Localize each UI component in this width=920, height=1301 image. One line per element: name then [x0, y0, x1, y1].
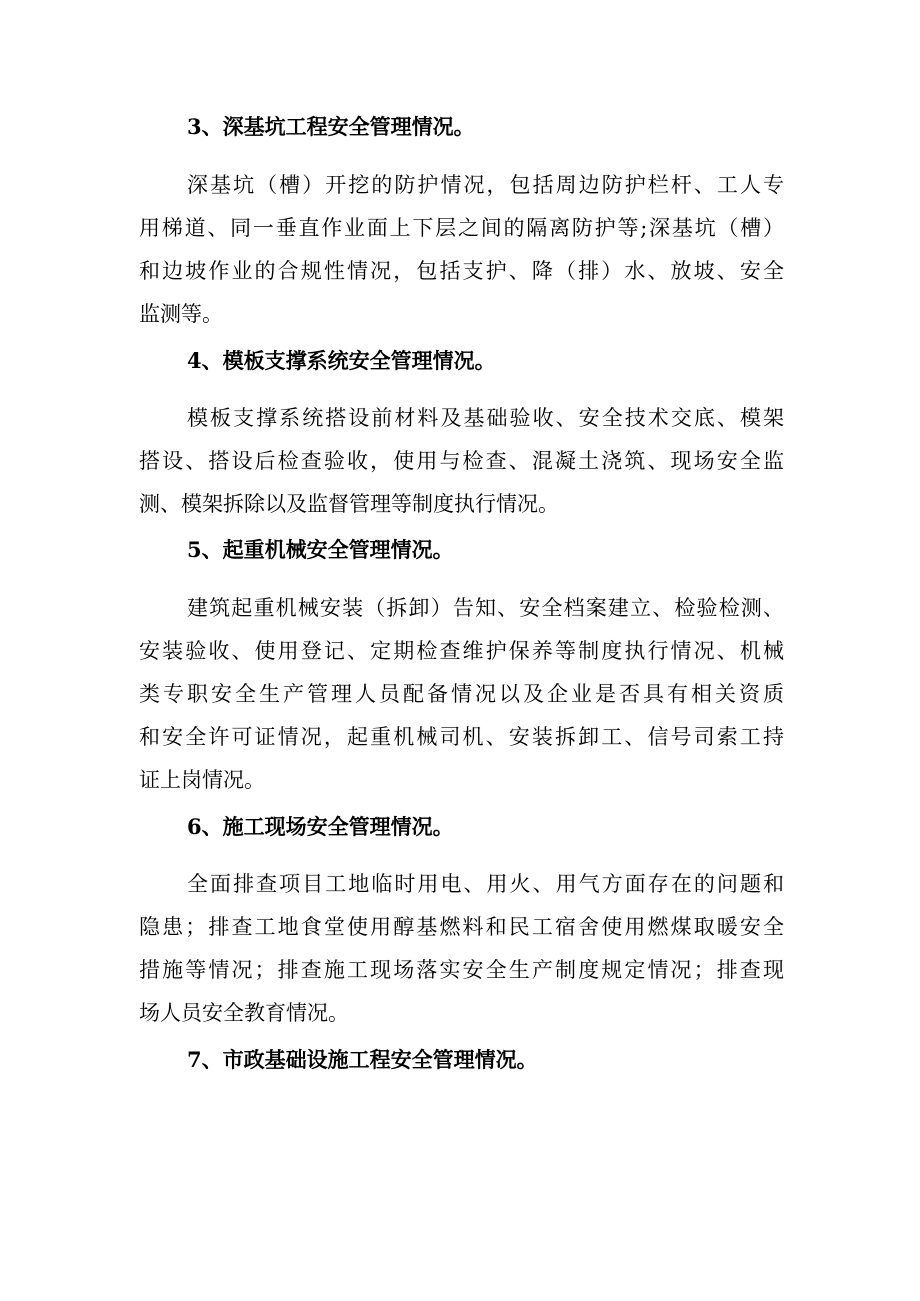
section-6-line-1-rest: 地临时用电、用火、用气方面存在的问题和 — [348, 872, 784, 896]
section-6-line-2: 隐患；排查工地食堂使用醇基燃料和民工宿舍使用燃煤取暖安全 — [139, 915, 784, 939]
section-3-heading: 3、深基坑工程安全管理情况。 — [187, 114, 475, 139]
section-4-heading: 4、模板支撑系统安全管理情况。 — [187, 348, 496, 373]
section-5-line-2: 安装验收、使用登记、定期检查维护保养等制度执行情况、机械 — [139, 639, 784, 663]
section-5-line-1: 建筑起重机械安装（拆卸）告知、安全档案建立、检验检测、 — [187, 596, 784, 620]
section-3-line-2: 用梯道、同一垂直作业面上下层之间的隔离防护等;深基坑（槽） — [139, 216, 784, 240]
section-6-heading: 6、施工现场安全管理情况。 — [187, 814, 454, 839]
section-5-line-5: 证上岗情况。 — [139, 768, 265, 792]
section-7-heading: 7、市政基础设施工程安全管理情况。 — [187, 1047, 538, 1072]
section-4-line-2: 搭设、搭设后检查验收，使用与检查、混凝土浇筑、现场安全监 — [139, 449, 784, 473]
section-5-line-3: 类专职安全生产管理人员配备情况以及企业是否具有相关资质 — [139, 682, 784, 706]
section-4-line-1: 模板支撑系统搭设前材料及基础验收、安全技术交底、模架 — [187, 406, 784, 430]
section-6-line-4: 场人员安全教育情况。 — [139, 1001, 349, 1025]
section-5-heading: 5、起重机械安全管理情况。 — [187, 537, 454, 562]
section-6-line-1 — [187, 871, 784, 897]
section-3-line-1: 深基坑（槽）开挖的防护情况，包括周边防护栏杆、工人专 — [187, 173, 784, 197]
section-3-line-3: 和边坡作业的合规性情况，包括支护、降（排）水、放坡、安全 — [139, 259, 784, 283]
section-5-line-4: 和安全许可证情况，起重机械司机、安装拆卸工、信号司索工持 — [139, 725, 784, 749]
section-4-line-3: 测、模架拆除以及监督管理等制度执行情况。 — [139, 492, 559, 516]
section-3-line-4: 监测等。 — [139, 302, 223, 326]
section-6-line-1-lead: 全面排查项目工 — [187, 872, 349, 896]
section-6-line-3: 措施等情况；排查施工现场落实安全生产制度规定情况；排查现 — [139, 958, 784, 982]
